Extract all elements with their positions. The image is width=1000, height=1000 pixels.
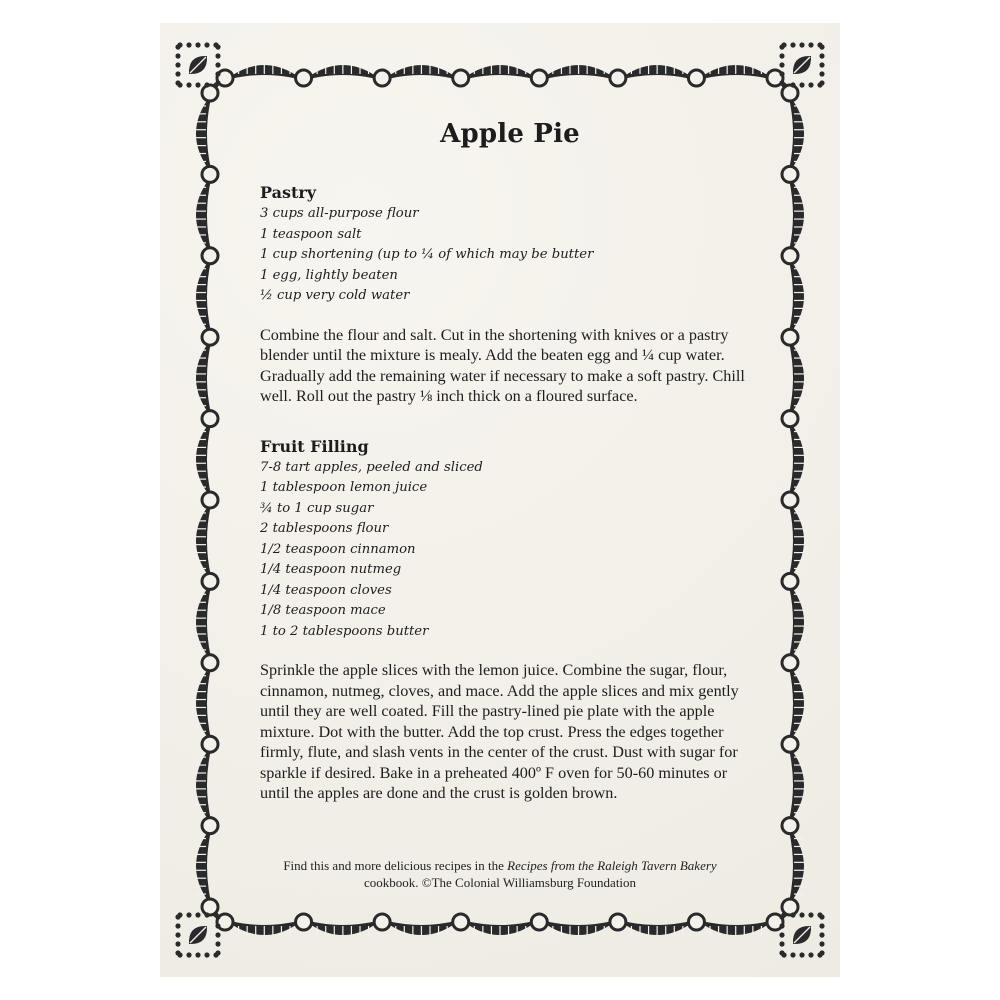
corner-dot xyxy=(175,950,180,955)
ingredient-list xyxy=(260,204,760,307)
border-bead xyxy=(782,736,798,752)
border-bead xyxy=(610,914,626,930)
border-scallop xyxy=(197,342,210,413)
ingredient-item: 1 teaspoon salt xyxy=(260,226,362,242)
corner-dot xyxy=(175,932,180,937)
footer-suffix: cookbook. ©The Colonial Williamsburg Foundation xyxy=(363,875,637,890)
border-scallop xyxy=(197,749,210,820)
border-bead xyxy=(531,914,547,930)
border-bead xyxy=(782,166,798,182)
ingredient-item: 1/4 teaspoon cloves xyxy=(260,582,392,598)
border-scallop xyxy=(790,98,803,169)
footer-book-title: Recipes from the Raleigh Tavern Bakery xyxy=(507,858,717,873)
corner-dot xyxy=(779,914,784,919)
border-scallop xyxy=(197,668,210,739)
border-scallop xyxy=(790,424,803,495)
recipe-title: Apple Pie xyxy=(440,119,580,149)
corner-dot xyxy=(215,71,220,76)
border-bead xyxy=(688,70,704,86)
ingredient-item: 1 cup shortening (up to ¼ of which may be butter xyxy=(260,247,594,262)
border-bead xyxy=(782,248,798,264)
corner-dot xyxy=(799,42,804,47)
border-bead xyxy=(202,411,218,427)
ingredient-item: ½ cup very cold water xyxy=(260,288,410,303)
corner-dot xyxy=(175,62,180,67)
corner-dot xyxy=(186,912,191,917)
corner-dot xyxy=(779,71,784,76)
ingredient-item: 1 egg, lightly beaten xyxy=(260,267,398,283)
border-scallop xyxy=(197,261,210,332)
border-bead xyxy=(296,914,312,930)
corner-dot xyxy=(195,82,200,87)
corner-dot xyxy=(204,42,209,47)
ingredient-item: 3 cups all-purpose flour xyxy=(260,206,419,221)
corner-dot xyxy=(808,42,813,47)
ingredient-item: 1/8 teaspoon mace xyxy=(260,603,386,618)
ingredient-item: 7-8 tart apples, peeled and sliced xyxy=(260,459,483,475)
ingredient-item: 1 to 2 tablespoons butter xyxy=(260,623,429,639)
corner-dot xyxy=(819,941,824,946)
section-fruit-filling xyxy=(260,437,760,804)
corner-dot xyxy=(799,82,804,87)
corner-dot xyxy=(790,42,795,47)
corner-dot xyxy=(215,941,220,946)
section-heading: Pastry xyxy=(260,183,317,202)
corner-dot xyxy=(213,912,218,917)
corner-dot xyxy=(790,82,795,87)
border-bead xyxy=(202,736,218,752)
corner-dot xyxy=(186,82,191,87)
corner-dot xyxy=(819,80,824,85)
corner-dot xyxy=(808,82,813,87)
corner-dot xyxy=(808,952,813,957)
corner-dot xyxy=(817,42,822,47)
border-bead xyxy=(202,655,218,671)
corner-dot xyxy=(779,53,784,58)
ingredient-item: 2 tablespoons flour xyxy=(260,521,389,536)
corner-dot xyxy=(819,53,824,58)
border-bead xyxy=(782,492,798,508)
border-bead xyxy=(782,655,798,671)
border-bead xyxy=(453,70,469,86)
corner-dot xyxy=(808,912,813,917)
corner-dot xyxy=(819,923,824,928)
border-scallop xyxy=(790,179,803,250)
corner-dot xyxy=(186,42,191,47)
border-bead xyxy=(688,914,704,930)
border-scallop xyxy=(790,831,803,902)
corner-dot xyxy=(819,62,824,67)
corner-dot xyxy=(779,950,784,955)
corner-dot xyxy=(204,82,209,87)
border-scallop xyxy=(197,424,210,495)
corner-dot xyxy=(204,912,209,917)
corner-dot xyxy=(819,932,824,937)
border-scallop xyxy=(790,749,803,820)
border-bead xyxy=(453,914,469,930)
border-bead xyxy=(782,573,798,589)
section-pastry xyxy=(260,183,760,407)
corner-dot xyxy=(799,912,804,917)
corner-dot xyxy=(213,42,218,47)
border-scallop xyxy=(790,505,803,576)
corner-dot xyxy=(779,932,784,937)
corner-dot xyxy=(215,62,220,67)
border-bead xyxy=(782,329,798,345)
corner-dot xyxy=(819,950,824,955)
corner-dot xyxy=(215,53,220,58)
corner-dot xyxy=(195,952,200,957)
recipe-card xyxy=(160,23,840,977)
corner-dot xyxy=(790,912,795,917)
section-heading: Fruit Filling xyxy=(260,436,369,456)
footer-credit xyxy=(220,857,780,891)
corner-dot xyxy=(204,952,209,957)
ingredient-item: ¾ to 1 cup sugar xyxy=(260,500,374,516)
ingredient-item: 1 tablespoon lemon juice xyxy=(260,480,428,495)
border-bead xyxy=(374,70,390,86)
instructions-paragraph: Sprinkle the apple slices with the lemon juice. Combine the sugar, flour, cinnamon, nutmeg, cloves, and mace. Add the apple slices and mix gently until they are well coated. Fill the pastry-lined pie plate with the apple mixture. Dot with the butter. Add the top crust. Press the edges together firmly, flute, and slash vents in the center of the crust. Dust with sugar for sparkle if desired. Bake in a preheated 400º F oven for 50-60 minutes or until the apples are done and the crust is golden brown. xyxy=(260,661,739,802)
corner-dot xyxy=(175,923,180,928)
border-bead xyxy=(296,70,312,86)
corner-dot xyxy=(195,42,200,47)
border-scallop xyxy=(790,586,803,657)
corner-dot xyxy=(186,952,191,957)
border-bead xyxy=(202,248,218,264)
corner-dot xyxy=(175,44,180,49)
corner-dot xyxy=(779,80,784,85)
border-bead xyxy=(782,411,798,427)
border-bead xyxy=(202,166,218,182)
corner-dot xyxy=(175,80,180,85)
corner-dot xyxy=(175,941,180,946)
corner-dot xyxy=(779,62,784,67)
corner-dot xyxy=(790,952,795,957)
border-scallop xyxy=(790,261,803,332)
ingredient-list xyxy=(260,458,760,643)
corner-dot xyxy=(779,44,784,49)
border-scallop xyxy=(197,179,210,250)
corner-dot xyxy=(779,923,784,928)
border-bead xyxy=(202,492,218,508)
border-bead xyxy=(610,70,626,86)
border-scallop xyxy=(197,98,210,169)
corner-dot xyxy=(175,53,180,58)
corner-dot xyxy=(799,952,804,957)
border-bead xyxy=(531,70,547,86)
ingredient-item: 1/4 teaspoon nutmeg xyxy=(260,562,402,577)
corner-dot xyxy=(819,71,824,76)
recipe-content xyxy=(260,119,760,804)
corner-dot xyxy=(215,950,220,955)
corner-dot xyxy=(215,80,220,85)
border-bead xyxy=(782,818,798,834)
corner-dot xyxy=(195,912,200,917)
border-bead xyxy=(202,818,218,834)
border-scallop xyxy=(790,342,803,413)
border-bead xyxy=(374,914,390,930)
border-scallop xyxy=(197,586,210,657)
ingredient-item: 1/2 teaspoon cinnamon xyxy=(260,541,416,557)
corner-dot xyxy=(817,912,822,917)
border-scallop xyxy=(197,505,210,576)
corner-dot xyxy=(779,941,784,946)
instructions-paragraph: Combine the flour and salt. Cut in the shortening with knives or a pastry blender until the mixture is mealy. Add the beaten egg and ¼ cup water. Gradually add the remaining water if necessary to make a soft pastry. Chill well. Roll out the pastry ⅛ inch thick on a floured surface. xyxy=(260,325,745,405)
border-scallop xyxy=(197,831,210,902)
border-bead xyxy=(202,573,218,589)
border-bead xyxy=(202,329,218,345)
footer-prefix: Find this and more delicious recipes in the xyxy=(283,858,508,873)
corner-dot xyxy=(175,71,180,76)
corner-dot xyxy=(215,932,220,937)
corner-dot xyxy=(175,914,180,919)
corner-dot xyxy=(215,923,220,928)
border-scallop xyxy=(790,668,803,739)
